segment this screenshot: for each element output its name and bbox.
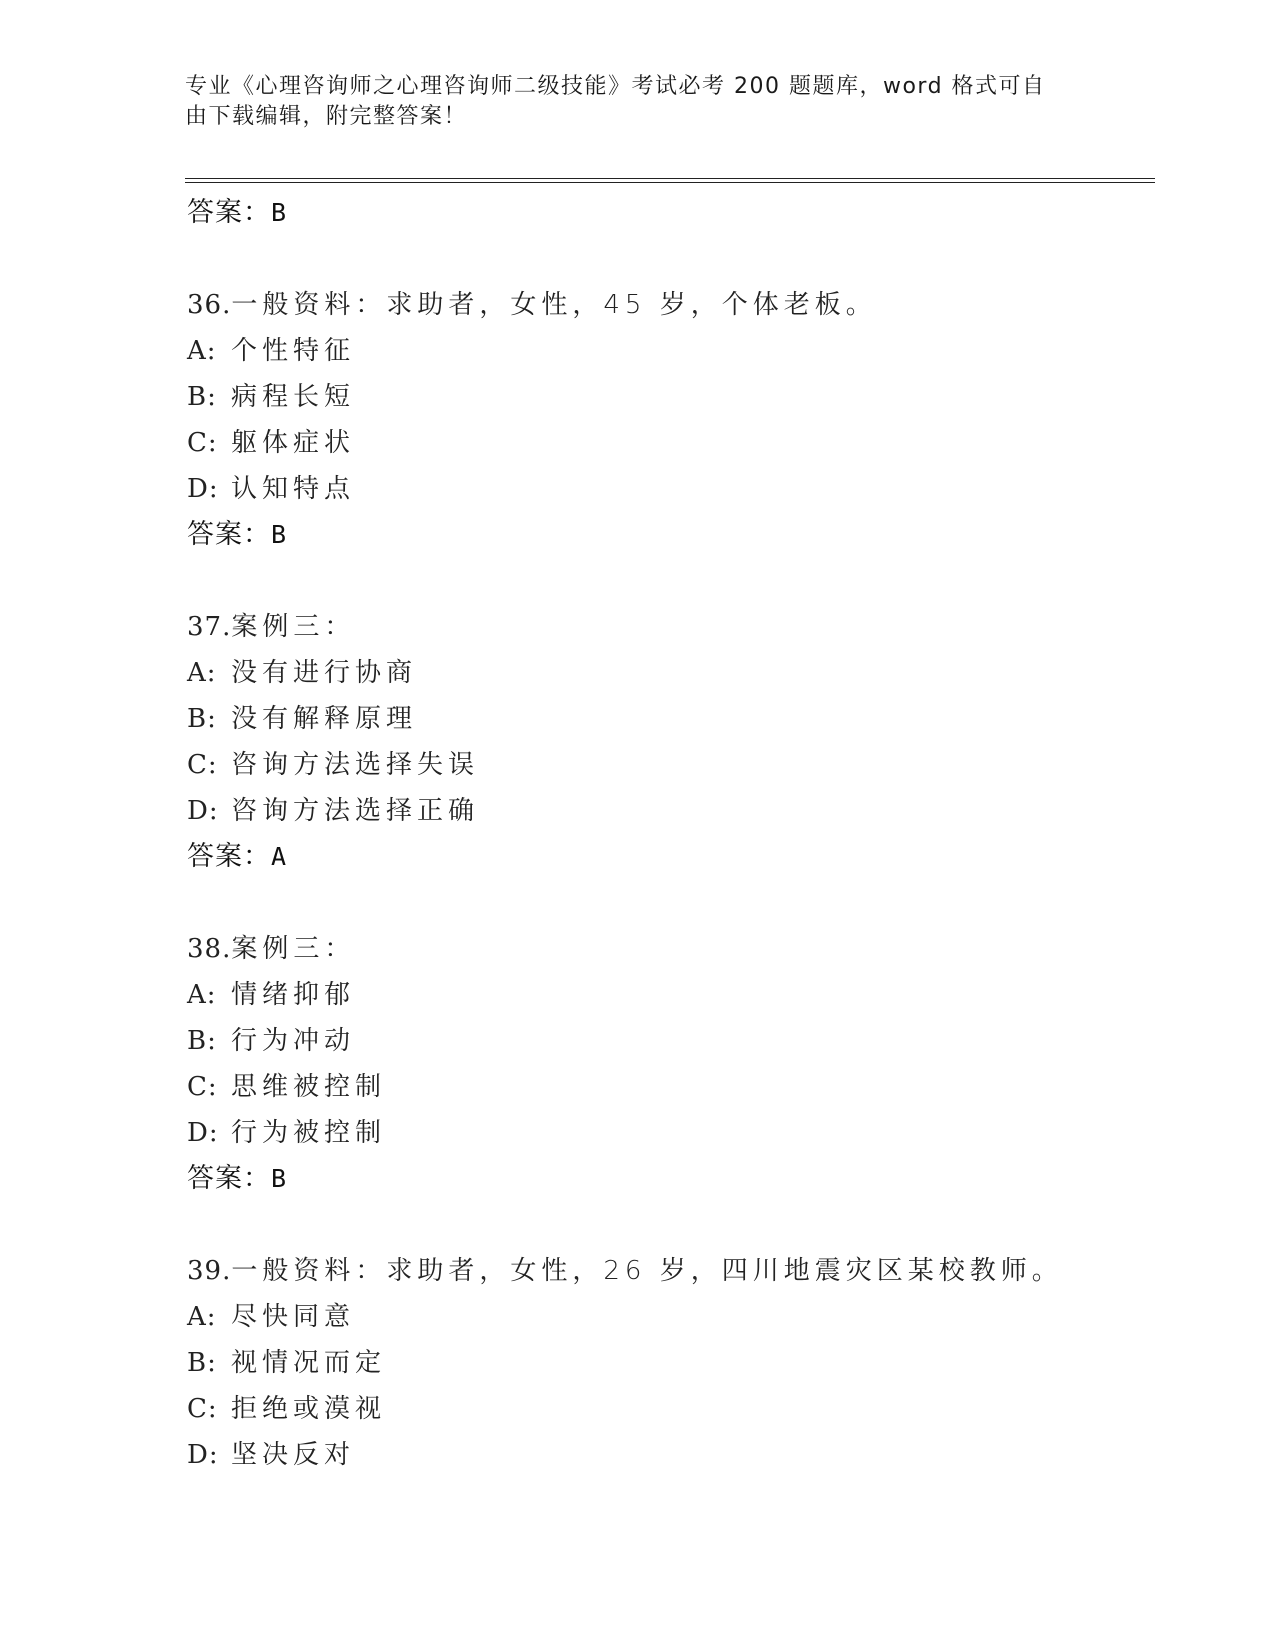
question-number: 39. [187, 1256, 232, 1286]
option-key: B: [187, 1348, 217, 1378]
option-key: A: [187, 980, 217, 1010]
option-b [187, 1018, 1157, 1064]
header-line-2: 由下载编辑，附完整答案！ [185, 104, 468, 129]
answer-label: 答案： [187, 1163, 271, 1194]
spacer [187, 236, 1157, 282]
question-block [187, 926, 1157, 1202]
option-text: 行为冲动 [231, 1026, 356, 1056]
option-d [187, 1432, 1157, 1478]
answer-line [187, 834, 1157, 880]
option-key: A: [187, 1302, 217, 1332]
option-text: 没有进行协商 [231, 658, 418, 688]
option-text: 个性特征 [231, 336, 356, 366]
question-block [187, 604, 1157, 880]
option-b [187, 696, 1157, 742]
question-text: 案例三： [231, 934, 356, 964]
option-text: 拒绝或漠视 [231, 1394, 387, 1424]
option-a [187, 972, 1157, 1018]
question-text: 一般资料：求助者，女性，26 岁，四川地震灾区某校教师。 [231, 1256, 1063, 1286]
document-header [185, 72, 1065, 132]
question-text: 案例三： [231, 612, 356, 642]
option-a [187, 650, 1157, 696]
question-stem [187, 604, 1157, 650]
option-text: 认知特点 [231, 474, 356, 504]
answer-value: B [271, 1164, 288, 1193]
answer-value: A [271, 842, 288, 871]
option-d [187, 1110, 1157, 1156]
option-b [187, 1340, 1157, 1386]
option-key: D: [187, 796, 219, 826]
option-d [187, 788, 1157, 834]
answer-label: 答案： [187, 841, 271, 872]
option-text: 躯体症状 [231, 428, 356, 458]
answer-value: B [271, 520, 288, 549]
answer-line [187, 190, 1157, 236]
answer-label: 答案： [187, 519, 271, 550]
option-key: B: [187, 1026, 217, 1056]
answer-value: B [271, 198, 288, 227]
option-c [187, 1064, 1157, 1110]
header-divider-top [185, 178, 1155, 179]
question-stem [187, 926, 1157, 972]
option-key: A: [187, 658, 217, 688]
answer-line [187, 512, 1157, 558]
option-text: 病程长短 [231, 382, 356, 412]
answer-line [187, 1156, 1157, 1202]
option-a [187, 1294, 1157, 1340]
header-line-1: 专业《心理咨询师之心理咨询师二级技能》考试必考 200 题题库，word 格式可自 [185, 74, 1046, 99]
option-key: D: [187, 1440, 219, 1470]
option-c [187, 742, 1157, 788]
option-text: 咨询方法选择失误 [231, 750, 480, 780]
option-key: D: [187, 1118, 219, 1148]
option-text: 没有解释原理 [231, 704, 418, 734]
option-text: 视情况而定 [231, 1348, 387, 1378]
option-key: C: [187, 428, 218, 458]
question-number: 37. [187, 612, 232, 642]
question-list [187, 190, 1157, 1478]
option-key: A: [187, 336, 217, 366]
question-stem [187, 282, 1157, 328]
option-text: 情绪抑郁 [231, 980, 356, 1010]
option-key: C: [187, 1394, 218, 1424]
question-stem [187, 1248, 1157, 1294]
option-text: 尽快同意 [231, 1302, 356, 1332]
option-key: B: [187, 382, 217, 412]
spacer [187, 558, 1157, 604]
option-text: 坚决反对 [231, 1440, 356, 1470]
spacer [187, 880, 1157, 926]
option-text: 行为被控制 [231, 1118, 387, 1148]
option-b [187, 374, 1157, 420]
option-key: C: [187, 1072, 218, 1102]
option-text: 思维被控制 [231, 1072, 387, 1102]
header-divider-bottom [185, 182, 1155, 183]
option-c [187, 420, 1157, 466]
question-block [187, 1248, 1157, 1478]
option-c [187, 1386, 1157, 1432]
option-key: C: [187, 750, 218, 780]
option-text: 咨询方法选择正确 [231, 796, 480, 826]
question-text: 一般资料：求助者，女性，45 岁，个体老板。 [231, 290, 877, 320]
option-key: B: [187, 704, 217, 734]
spacer [187, 1202, 1157, 1248]
option-key: D: [187, 474, 219, 504]
option-a [187, 328, 1157, 374]
option-d [187, 466, 1157, 512]
question-number: 38. [187, 934, 232, 964]
question-number: 36. [187, 290, 232, 320]
answer-label: 答案： [187, 197, 271, 228]
question-block [187, 282, 1157, 558]
